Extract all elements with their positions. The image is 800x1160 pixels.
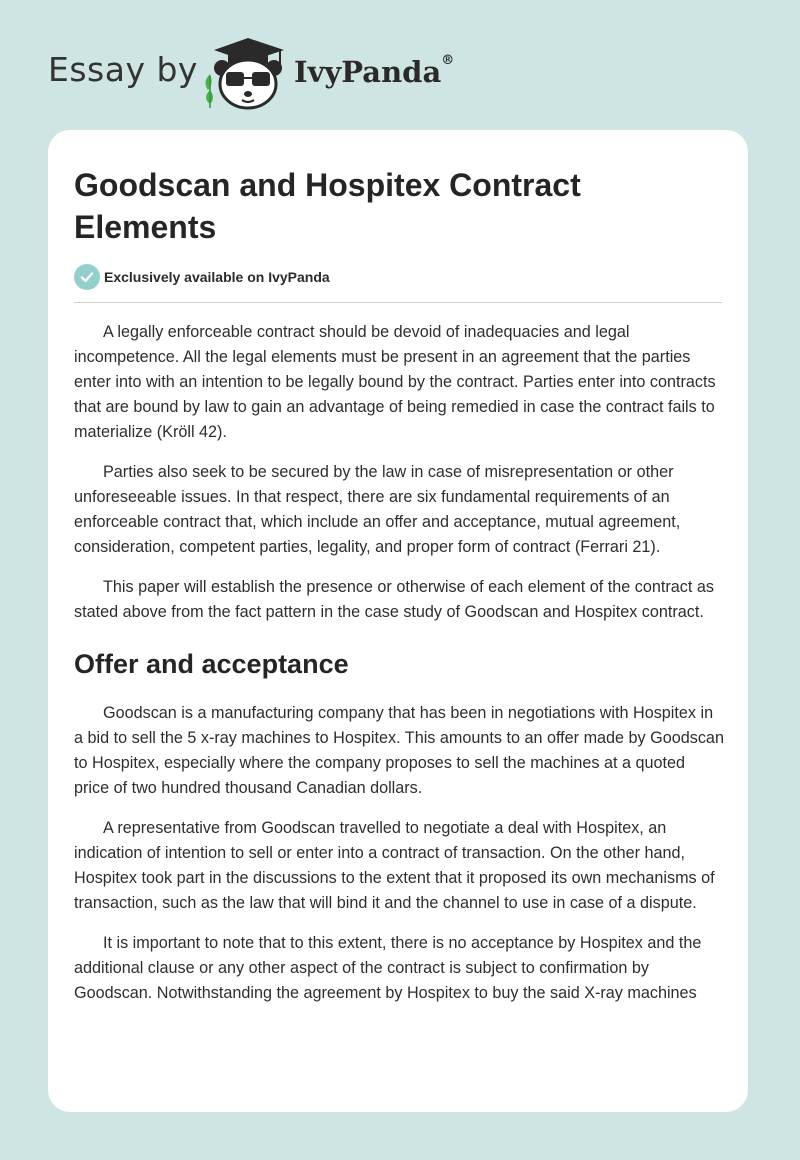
article-card — [48, 130, 748, 1112]
page-title: Goodscan and Hospitex Contract Elements — [74, 167, 581, 245]
brand-text: IvyPanda — [294, 55, 442, 89]
check-circle-icon — [74, 264, 100, 290]
paragraph: Parties also seek to be secured by the law in case of misrepresentation or other unforeseeable issues. In that respect, there are six fundamental requirements of an enforceable contract that, which include an offer and acceptance, mutual agreement, consideration, competent parties, legality, and proper form of contract (Ferrari 21). — [74, 463, 681, 556]
paragraph: A representative from Goodscan travelled to negotiate a deal with Hospitex, an indication of intention to sell or enter into a contract of transaction. On the other hand, Hospitex took part in the discussions to the extent that it proposed its own mechanisms of transaction, such as the law that will bind it and the channel to use in case of a dispute. — [74, 819, 715, 912]
exclusive-badge-label: Exclusively available on IvyPanda — [104, 269, 330, 285]
paragraph: A legally enforceable contract should be devoid of inadequacies and legal incompetence. All the legal elements must be present in an agreement that the parties enter into with an intention to be legally bound by the contract. Parties enter into contracts that are bound by law to gain an advantage of being remedied in case the contract fails to materialize (Kröll 42). — [74, 323, 716, 441]
article-body — [74, 320, 724, 1021]
exclusive-badge — [74, 264, 330, 290]
registered-mark: ® — [441, 53, 455, 68]
section-heading: Offer and acceptance — [74, 649, 349, 679]
paragraph: This paper will establish the presence or otherwise of each element of the contract as stated above from the fact pattern in the case study of Goodscan and Hospitex contract. — [74, 578, 714, 621]
panda-logo-icon[interactable] — [200, 34, 290, 110]
brand-name[interactable] — [294, 55, 454, 89]
paragraph: Goodscan is a manufacturing company that has been in negotiations with Hospitex in a bid to sell the 5 x-ray machines to Hospitex. This amounts to an offer made by Goodscan to Hospitex, especially where the company proposes to sell the machines at a quoted price of two hundred thousand Canadian dollars. — [74, 704, 724, 797]
divider — [74, 302, 722, 303]
paragraph: It is important to note that to this extent, there is no acceptance by Hospitex and the additional clause or any other aspect of the contract is subject to confirmation by Goodscan. Notwithstanding the agreement by Hospitex to buy the said X-ray machines — [74, 934, 702, 1002]
essay-by-label: Essay by — [48, 50, 198, 89]
site-header — [0, 0, 800, 130]
